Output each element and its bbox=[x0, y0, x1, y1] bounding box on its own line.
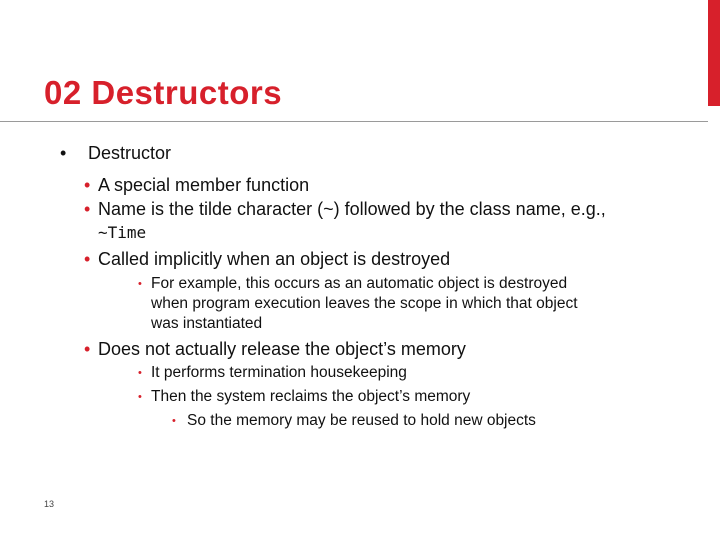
accent-bar bbox=[708, 0, 720, 106]
bullet-marker: • bbox=[84, 175, 91, 195]
bullet-level3-example: For example, this occurs as an automatic object is destroyed bbox=[151, 275, 568, 292]
bullet-level3-reclaims: Then the system reclaims the object’s memory bbox=[151, 388, 471, 405]
bullet-level2-tilde-name: Name is the tilde character (~) followed by the class name, e.g., bbox=[98, 199, 606, 219]
bullet-level3-example-cont1: when program execution leaves the scope in which that object bbox=[151, 295, 578, 312]
bullet-level3-example-cont2: was instantiated bbox=[151, 315, 263, 332]
bullet-marker: • bbox=[138, 278, 142, 290]
bullet-level2-not-release: Does not actually release the object’s memory bbox=[98, 339, 466, 359]
bullet-marker: • bbox=[84, 199, 91, 219]
bullet-level2-called-implicitly: Called implicitly when an object is destroyed bbox=[98, 249, 451, 269]
bullet-marker: • bbox=[84, 339, 91, 359]
bullet-level3-housekeeping: It performs termination housekeeping bbox=[151, 364, 407, 381]
page-number: 13 bbox=[44, 499, 55, 509]
bullet-marker: • bbox=[84, 249, 91, 269]
title-divider bbox=[0, 121, 708, 122]
bullet-level1-destructor: Destructor bbox=[88, 143, 172, 163]
bullet-marker: • bbox=[138, 391, 142, 403]
bullet-marker: • bbox=[60, 143, 67, 163]
slide-title: 02 Destructors bbox=[44, 74, 283, 111]
bullet-level2-special-member: A special member function bbox=[98, 175, 310, 195]
bullet-level4-reused: So the memory may be reused to hold new objects bbox=[187, 412, 536, 429]
bullet-marker: • bbox=[138, 367, 142, 379]
bullet-marker: • bbox=[172, 415, 176, 427]
code-destructor-name: ~Time bbox=[98, 223, 147, 242]
